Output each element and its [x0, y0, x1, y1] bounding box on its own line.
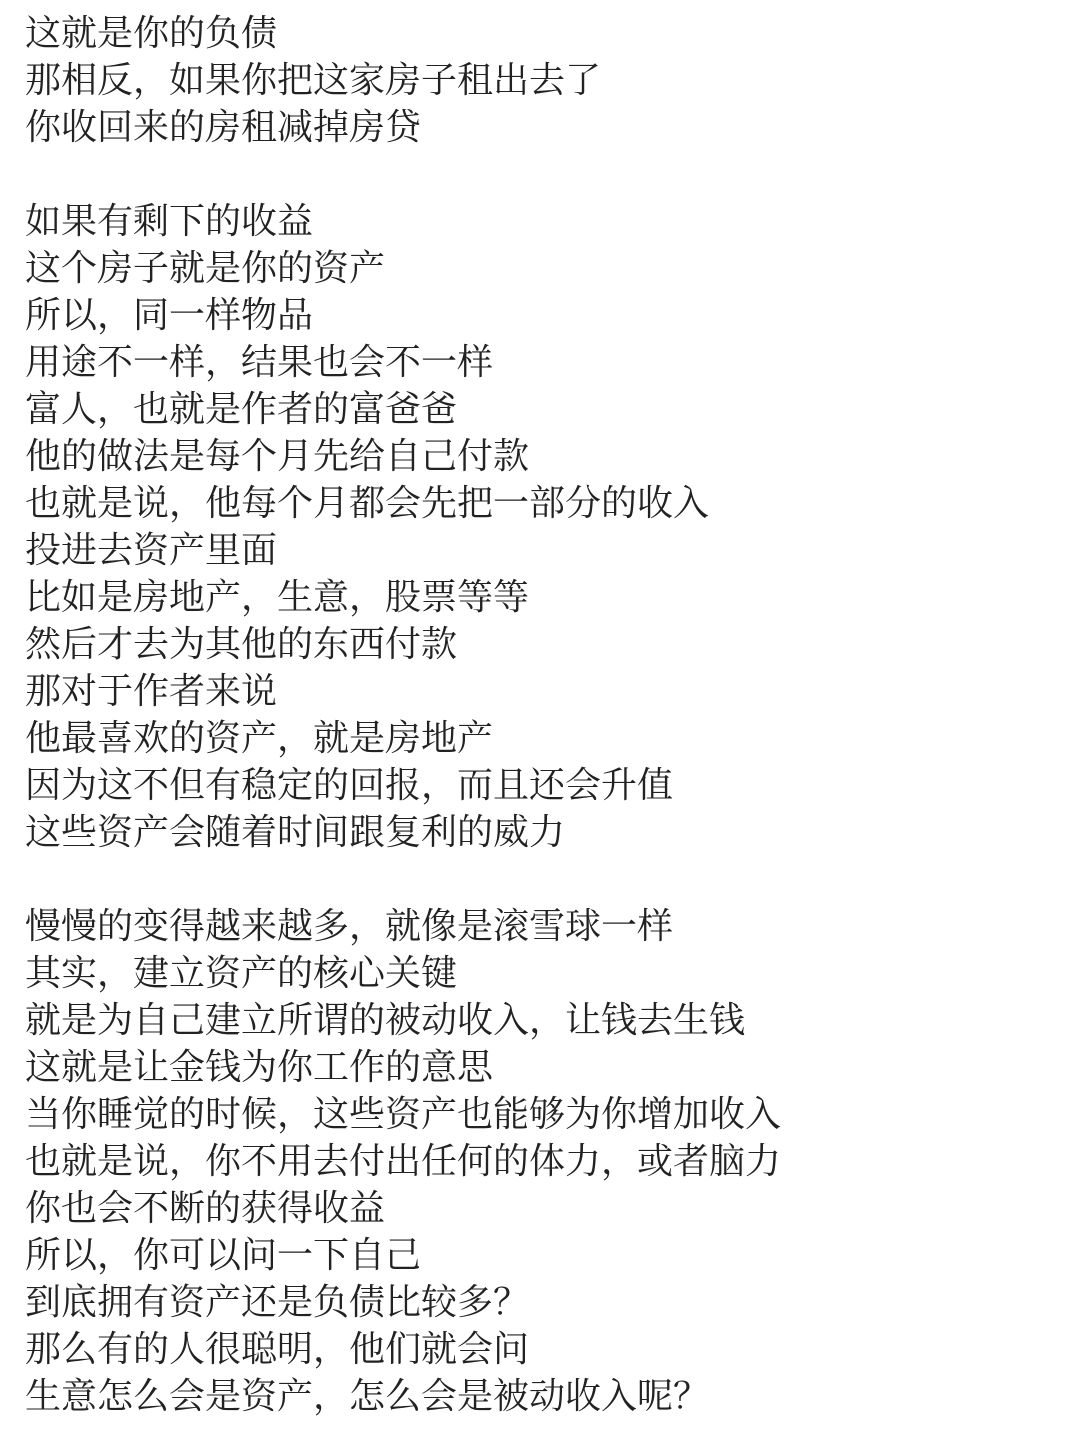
text-line: 因为这不但有稳定的回报，而且还会升值	[25, 765, 674, 806]
text-line: 也就是说，你不用去付出任何的体力，或者脑力	[25, 1141, 782, 1182]
text-line: 这就是你的负债	[25, 13, 278, 54]
text-line: 那对于作者来说	[25, 671, 278, 712]
text-line: 比如是房地产，生意，股票等等	[25, 577, 530, 618]
paragraph-2	[25, 198, 1060, 856]
text-line: 那么有的人很聪明，他们就会问	[25, 1329, 530, 1370]
text-line: 那相反，如果你把这家房子租出去了	[25, 60, 602, 101]
text-line: 如果有剩下的收益	[25, 201, 314, 242]
text-line: 也就是说，他每个月都会先把一部分的收入	[25, 483, 710, 524]
text-line: 就是为自己建立所谓的被动收入，让钱去生钱	[25, 1000, 746, 1041]
paragraph-3	[25, 903, 1060, 1420]
text-line: 你收回来的房租减掉房贷	[25, 107, 422, 148]
paragraph-gap	[25, 151, 1060, 198]
text-line: 投进去资产里面	[25, 530, 278, 571]
text-line: 然后才去为其他的东西付款	[25, 624, 458, 665]
text-line: 生意怎么会是资产，怎么会是被动收入呢？	[25, 1376, 710, 1417]
text-line: 这就是让金钱为你工作的意思	[25, 1047, 494, 1088]
paragraph-1	[25, 10, 1060, 151]
note-text-body	[25, 10, 1060, 1420]
text-line: 到底拥有资产还是负债比较多？	[25, 1282, 530, 1323]
text-line: 他最喜欢的资产，就是房地产	[25, 718, 494, 759]
paragraph-gap	[25, 856, 1060, 903]
text-line: 其实，建立资产的核心关键	[25, 953, 458, 994]
text-line: 当你睡觉的时候，这些资产也能够为你增加收入	[25, 1094, 782, 1135]
text-line: 你也会不断的获得收益	[25, 1188, 386, 1229]
text-line: 所以，同一样物品	[25, 295, 314, 336]
text-line: 他的做法是每个月先给自己付款	[25, 436, 530, 477]
text-line: 这些资产会随着时间跟复利的威力	[25, 812, 566, 853]
text-line: 慢慢的变得越来越多，就像是滚雪球一样	[25, 906, 674, 947]
text-line: 这个房子就是你的资产	[25, 248, 386, 289]
text-line: 用途不一样，结果也会不一样	[25, 342, 494, 383]
text-line: 富人，也就是作者的富爸爸	[25, 389, 458, 430]
text-line: 所以，你可以问一下自己	[25, 1235, 422, 1276]
